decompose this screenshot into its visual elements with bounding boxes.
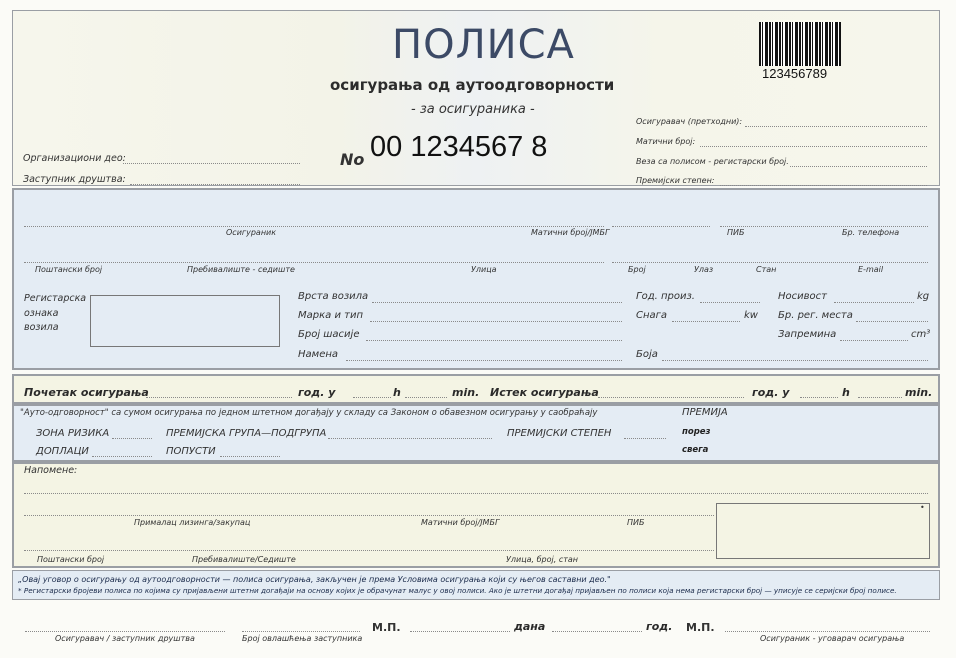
chassis-field[interactable] <box>366 340 622 341</box>
start-label: Почетак осигурања <box>24 386 149 399</box>
street-label: Улица <box>471 265 497 274</box>
year-label: Год. произ. <box>636 291 695 302</box>
start-year-label: год. у <box>298 386 336 399</box>
insured-phone-field[interactable] <box>720 226 928 227</box>
year-label: год. <box>646 620 673 633</box>
place-field[interactable] <box>410 631 510 632</box>
notes-label: Напомене: <box>24 465 78 476</box>
start-hour-field[interactable] <box>353 397 391 398</box>
lessee-street-label: Улица, број, стан <box>506 555 579 564</box>
reg-plate-label-3: возила <box>24 322 59 333</box>
capacity-label: Носивост <box>778 291 827 302</box>
reg-number-label: Матични број: <box>636 137 696 146</box>
entrance-label: Улаз <box>694 265 714 274</box>
volume-label: Запремина <box>778 329 837 340</box>
lessee-residence-label: Пребивалиште/Седиште <box>192 555 296 564</box>
end-min-label: min. <box>905 386 933 399</box>
reg-plate-label-2: ознака <box>24 308 59 319</box>
vehicle-type-field[interactable] <box>372 302 622 303</box>
discounts-label: ПОПУСТИ <box>166 446 216 457</box>
insured-pib-label: ПИБ <box>727 228 745 237</box>
make-model-field[interactable] <box>370 321 622 322</box>
capacity-field[interactable] <box>834 302 914 303</box>
email-label: E-mail <box>858 265 884 274</box>
reg-number-field[interactable] <box>700 146 927 147</box>
lessee-postal-label: Поштански број <box>37 555 105 564</box>
capacity-unit: kg <box>917 291 930 302</box>
footer-note-1: „Овај уговор о осигурању од аутоодговорности — полиса осигурања, закључен је према Условима осигурања који су његов саставни део." <box>18 575 611 584</box>
lessee-pib-label: ПИБ <box>627 518 645 527</box>
stamp-place-1: М.П. <box>372 621 401 634</box>
risk-zone-field[interactable] <box>112 438 152 439</box>
insurer-signature-field[interactable] <box>25 631 225 632</box>
date-field[interactable] <box>552 631 642 632</box>
power-label: Снага <box>636 310 668 321</box>
barcode-icon <box>759 22 841 66</box>
number-prefix: No <box>340 150 365 169</box>
lessee-id-label: Матични број/ЈМБГ <box>421 518 500 527</box>
purpose-label: Намена <box>298 349 339 360</box>
lessee-address-field[interactable] <box>24 550 714 551</box>
insured-label: Осигураник <box>226 228 277 237</box>
surcharges-label: ДОПЛАЦИ <box>36 446 89 457</box>
surcharges-field[interactable] <box>92 456 152 457</box>
barcode-number: 123456789 <box>762 66 828 81</box>
reg-plate-field[interactable] <box>90 295 280 347</box>
make-model-label: Марка и тип <box>298 310 363 321</box>
reg-plate-label-1: Регистарска <box>24 293 87 304</box>
footer-note-2: * Регистарски бројеви полиса по којима су пријављени штетни догађаји на основу којих је обрачунат малус у овој полиси. Ако је штетни догађај пријављен по полиси која нема регистарски број — уписује се серијски број полисе. <box>18 586 897 595</box>
premium-label: ПРЕМИЈА <box>682 407 728 418</box>
stamp-marker: • <box>920 503 925 512</box>
authorization-number-label: Број овлашћења заступника <box>242 634 363 643</box>
number-label: Број <box>628 265 646 274</box>
start-min-label: min. <box>452 386 480 399</box>
lessee-label: Прималац лизинга/закупац <box>134 518 251 527</box>
lessee-field[interactable] <box>24 515 714 516</box>
seats-field[interactable] <box>856 321 928 322</box>
premium-degree-coverage-label: ПРЕМИЈСКИ СТЕПЕН <box>507 428 612 439</box>
authorization-number-field[interactable] <box>242 631 360 632</box>
insured-signature-label: Осигураник - уговарач осигурања <box>760 634 905 643</box>
day-label: дана <box>514 620 546 633</box>
start-h-label: h <box>393 386 401 399</box>
agent-field[interactable] <box>130 184 300 185</box>
seats-label: Бр. рег. места <box>778 310 853 321</box>
start-min-field[interactable] <box>405 397 447 398</box>
premium-group-label: ПРЕМИЈСКА ГРУПА—ПОДГРУПА <box>166 428 327 439</box>
org-unit-label: Организациони део: <box>23 153 126 164</box>
vehicle-type-label: Врста возила <box>298 291 369 302</box>
purpose-field[interactable] <box>346 360 622 361</box>
premium-degree-field[interactable] <box>720 185 927 186</box>
discounts-field[interactable] <box>220 456 280 457</box>
tax-label: порез <box>682 427 711 437</box>
premium-group-field[interactable] <box>328 438 492 439</box>
year-field[interactable] <box>700 302 760 303</box>
end-min-field[interactable] <box>858 397 902 398</box>
total-label: свега <box>682 445 709 455</box>
end-h-label: h <box>842 386 850 399</box>
end-hour-field[interactable] <box>800 397 838 398</box>
policy-link-field[interactable] <box>790 166 927 167</box>
policy-number: 00 1234567 8 <box>370 131 548 163</box>
apartment-label: Стан <box>756 265 777 274</box>
color-label: Боја <box>636 349 658 360</box>
color-field[interactable] <box>662 360 928 361</box>
insured-email-field[interactable] <box>612 262 928 263</box>
end-year-label: год. у <box>752 386 790 399</box>
power-unit: kw <box>744 310 758 321</box>
premium-degree-label: Премијски степен: <box>636 176 715 185</box>
insured-id-label: Матични број/ЈМБГ <box>531 228 610 237</box>
insured-address-field[interactable] <box>24 262 604 263</box>
volume-field[interactable] <box>840 340 908 341</box>
risk-zone-label: ЗОНА РИЗИКА <box>36 428 110 439</box>
power-field[interactable] <box>672 321 740 322</box>
stamp-place-2: М.П. <box>686 621 715 634</box>
document-subtitle: осигурања од аутоодговорности <box>330 76 615 94</box>
insured-pib-field[interactable] <box>612 226 710 227</box>
agent-label: Заступник друштва: <box>23 174 126 185</box>
start-date-field[interactable] <box>146 397 292 398</box>
notes-field-1[interactable] <box>24 493 928 494</box>
insured-signature-field[interactable] <box>725 631 930 632</box>
prev-insurer-label: Осигуравач (претходни): <box>636 117 743 126</box>
stamp-box[interactable] <box>716 503 930 559</box>
end-label: Истек осигурања <box>490 386 599 399</box>
postal-code-label: Поштански број <box>35 265 103 274</box>
prev-insurer-field[interactable] <box>745 126 927 127</box>
chassis-label: Број шасије <box>298 329 360 340</box>
insurer-signature-label: Осигуравач / заступник друштва <box>55 634 195 643</box>
premium-degree-coverage-field[interactable] <box>624 438 666 439</box>
residence-label: Пребивалиште - седиште <box>187 265 295 274</box>
volume-unit: cm³ <box>911 329 931 340</box>
org-unit-field[interactable] <box>123 163 300 164</box>
end-date-field[interactable] <box>598 397 744 398</box>
coverage-text: "Ауто-одговорност" са сумом осигурања по једном штетном догађају у складу са Законом о обавезном осигурању у саобраћају <box>20 408 598 418</box>
policy-link-label: Веза са полисом - регистарски број. <box>636 157 789 166</box>
insured-phone-label: Бр. телефона <box>842 228 900 237</box>
document-subtitle-insured: - за осигураника - <box>411 102 535 117</box>
page-title: ПОЛИСА <box>392 22 575 68</box>
insured-name-field[interactable] <box>24 226 604 227</box>
